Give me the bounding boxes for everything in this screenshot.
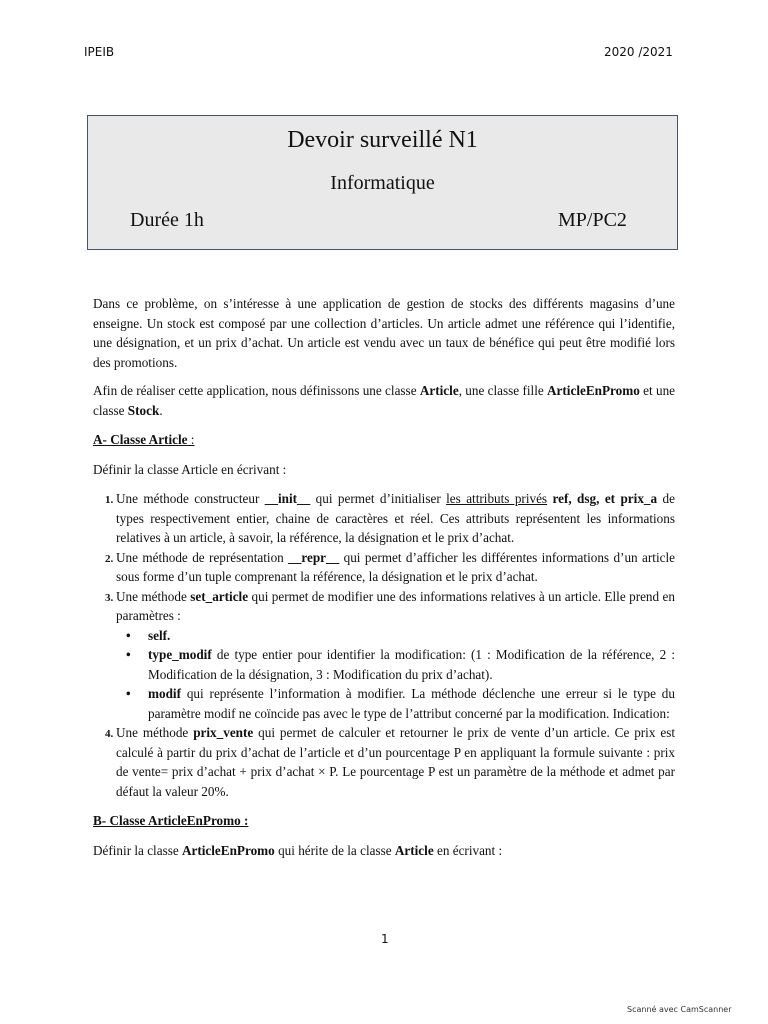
text-run: de type entier pour identifier la modification: (1 : Modification de la référence, 2 : Modification de la désignation, 3 : Modification du prix d’achat). (148, 647, 675, 682)
text-run: . (167, 627, 171, 643)
title-box (87, 115, 678, 250)
text-run: Définir la classe (93, 842, 182, 858)
exam-title: Devoir surveillé N1 (287, 127, 478, 153)
class-name-article: Article (394, 842, 434, 858)
parameter-name: type_modif (148, 647, 212, 662)
list-item (116, 587, 675, 724)
text-run: qui représente l’information à modifier. La méthode déclenche une erreur si le type du paramètre modif ne coïncide pas avec le type de l’attribut concerné par la modification. Indication: (148, 686, 675, 721)
intro-classes-paragraph (93, 381, 675, 420)
text-run: Une méthode (116, 588, 191, 604)
text-run: Une méthode de représentation (116, 549, 289, 565)
method-name: __repr__ (288, 549, 340, 565)
exam-class: MP/PC2 (558, 209, 627, 231)
list-item (140, 626, 675, 646)
page-number: 1 (381, 932, 389, 946)
text-run: qui permet de modifier une des informations relatives à un article. Elle prend en paramètres : (116, 588, 675, 623)
list-item (116, 723, 675, 801)
list-item (116, 548, 675, 587)
text-run: qui hérite de la classe (274, 842, 395, 858)
text-run: en écrivant : (433, 842, 503, 858)
text-run: de types respectivement entier, chaine de caractères et réel. Ces attributs représentent les informations relatives à un article, à savoir, la référence, la désignation et le prix d’achat. (116, 491, 675, 545)
list-item (140, 645, 675, 684)
section-a-instruction: Définir la classe Article en écrivant : (93, 461, 287, 477)
header-year: 2020 /2021 (604, 45, 673, 59)
section-b-title: B- Classe ArticleEnPromo : (93, 813, 249, 828)
class-name-promo: ArticleEnPromo (181, 842, 275, 858)
class-name-article: Article (419, 383, 459, 398)
method-list (93, 489, 675, 801)
text-run: qui permet d’afficher les différentes informations d’un article sous forme d’un tuple comprenant la référence, la désignation et le prix d’achat. (116, 549, 675, 584)
header-institution: IPEIB (84, 45, 115, 59)
parameter-list (116, 626, 675, 724)
method-name: prix_vente (193, 725, 254, 740)
method-name: __init__ (264, 491, 311, 506)
text-run: Une méthode (116, 725, 194, 740)
section-b-instruction (93, 841, 675, 861)
text-run: et une classe (93, 383, 676, 418)
attribute-names: ref, dsg, et prix_a (552, 491, 658, 506)
underlined-text: les attributs privés (446, 491, 548, 506)
class-name-promo: ArticleEnPromo (547, 383, 640, 398)
parameter-name: modif (148, 686, 181, 701)
text-run: , une classe fille (458, 383, 548, 398)
text-run: qui permet de calculer et retourner le prix de vente d’un article. Ce prix est calculé à partir du prix d’achat de l’article et d’un pourcentage P en appliquant la formule suivante : prix de vente= prix d’achat + prix d’achat × P. Le pourcentage P est un paramètre de la méthode et admet par défaut la valeur 20%. (116, 725, 675, 799)
parameter-name: self (148, 627, 168, 643)
class-name-stock: Stock (127, 402, 160, 418)
text-run: qui permet d’initialiser (310, 491, 447, 506)
section-b-heading (93, 811, 675, 831)
exam-subject: Informatique (330, 172, 435, 194)
exam-body (93, 294, 675, 860)
scanner-watermark: Scanné avec CamScanner (627, 1005, 732, 1014)
list-item (116, 489, 675, 548)
method-name: set_article (190, 588, 249, 604)
text-run: Afin de réaliser cette application, nous définissons une classe (93, 383, 420, 398)
text-run: Une méthode constructeur (116, 491, 265, 506)
list-item (140, 684, 675, 723)
intro-paragraph: Dans ce problème, on s’intéresse à une application de gestion de stocks des différents magasins d’une enseigne. Un stock est composé par une collection d’articles. Un article admet une référence qui l’identifie, une désignation, et un prix d’achat. Un article est vendu avec un taux de bénéfice qui peut être modifié lors des promotions. (93, 296, 675, 370)
text-run: . (159, 402, 163, 418)
section-a-title: A- Classe Article (93, 432, 188, 447)
section-a-heading (93, 430, 675, 450)
exam-duration: Durée 1h (130, 209, 204, 231)
section-a-colon: : (187, 432, 195, 447)
